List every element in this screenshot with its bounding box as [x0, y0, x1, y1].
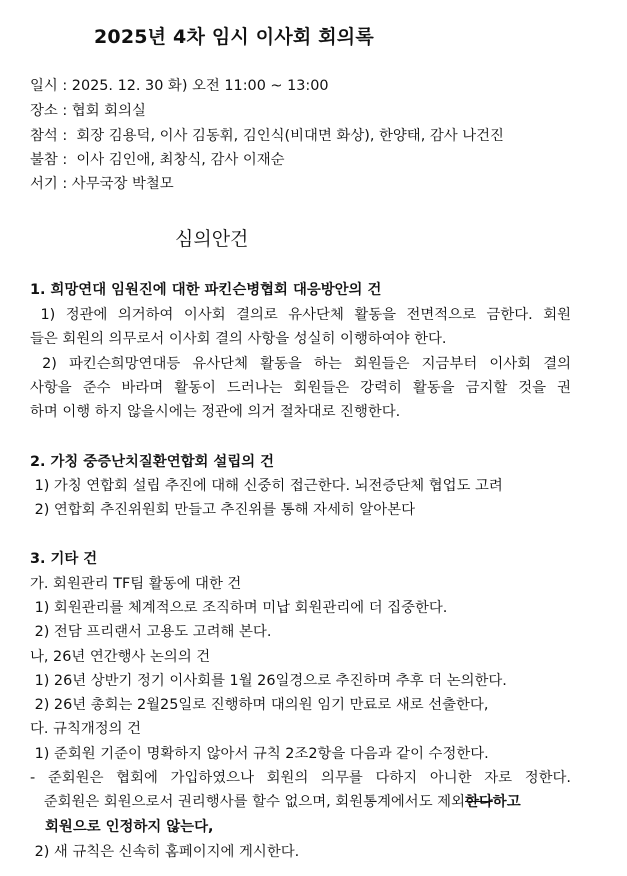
item3-a-heading: 가. 회원관리 TF팀 활동에 대한 건 — [30, 576, 242, 592]
item2-line1: 1) 가칭 연합회 설립 추진에 대해 신중히 접근한다. 뇌전증단체 협업도 고려 — [30, 478, 503, 494]
meeting-date: 일시 : 2025. 12. 30 화) 오전 11:00 ~ 13:00 — [30, 78, 329, 94]
meeting-attendees: 참석 : 회장 김용덕, 이사 김동휘, 김인식(비대면 화상), 한양태, 감사 나건진 — [30, 128, 504, 144]
item3-b-line2: 2) 26년 총회는 2월25일로 진행하며 대의원 임기 만료로 새로 선출한다, — [30, 697, 489, 713]
item3-c-line3 — [30, 792, 521, 812]
inserted-text: 하고 — [492, 794, 521, 810]
item3-c-line3-text: 준회원은 회원으로서 권리행사를 할수 없으며, 회원통계에서도 제외 — [30, 794, 465, 810]
item3-heading: 3. 기타 건 — [30, 551, 98, 567]
meeting-absent: 불참 : 이사 김인애, 최창식, 감사 이재순 — [30, 152, 285, 168]
item1-heading: 1. 희망연대 임원진에 대한 파킨슨병협회 대응방안의 건 — [30, 282, 382, 298]
meeting-secretary: 서기 : 사무국장 박철모 — [30, 176, 174, 192]
item3-a-line2: 2) 전담 프리랜서 고용도 고려해 본다. — [30, 624, 272, 640]
item3-b-heading: 나, 26년 연간행사 논의의 건 — [30, 649, 211, 665]
item3-c-line5: 2) 새 규칙은 신속히 홈페이지에 게시한다. — [30, 844, 300, 860]
item2-line2: 2) 연합회 추진위원회 만들고 추진위를 통해 자세히 알아본다 — [30, 502, 415, 518]
item1-line2: 들은 회원의 의무로서 이사회 결의 사항을 성실히 이행하여야 한다. — [30, 331, 447, 347]
agenda-heading: 심의안건 — [175, 228, 249, 250]
item3-b-line1: 1) 26년 상반기 정기 이사회를 1월 26일경으로 추진하며 추후 더 논의한다. — [30, 673, 507, 689]
item1-line5: 하며 이행 하지 않을시에는 정관에 의거 절차대로 진행한다. — [30, 404, 401, 420]
item3-c-line1: 1) 준회원 기준이 명확하지 않아서 규칙 2조2항을 다음과 같이 수정한다. — [30, 746, 489, 762]
meeting-place: 장소 : 협회 회의실 — [30, 103, 146, 119]
item1-line4: 사항을 준수 바라며 활동이 드러나는 회원들은 강력히 활동을 금지할 것을 권 — [30, 380, 571, 396]
document-title: 2025년 4차 임시 이사회 회의록 — [94, 26, 374, 48]
item1-line1: 1) 정관에 의거하여 이사회 결의로 유사단체 활동을 전면적으로 금한다. 회원 — [30, 307, 571, 323]
item3-a-line1: 1) 회원관리를 체계적으로 조직하며 미납 회원관리에 더 집중한다. — [30, 600, 448, 616]
struck-text: 한다 — [464, 794, 493, 810]
item3-c-line2: - 준회원은 협회에 가입하였으나 회원의 의무를 다하지 아니한 자로 정한다. — [30, 770, 571, 786]
item3-c-heading: 다. 규칙개정의 건 — [30, 721, 142, 737]
item1-line3: 2) 파킨슨희망연대등 유사단체 활동을 하는 회원들은 지금부터 이사회 결의 — [30, 356, 571, 372]
item2-heading: 2. 가칭 중증난치질환연합회 설립의 건 — [30, 454, 275, 470]
item3-c-line4: 회원으로 인정하지 않는다, — [30, 819, 214, 835]
